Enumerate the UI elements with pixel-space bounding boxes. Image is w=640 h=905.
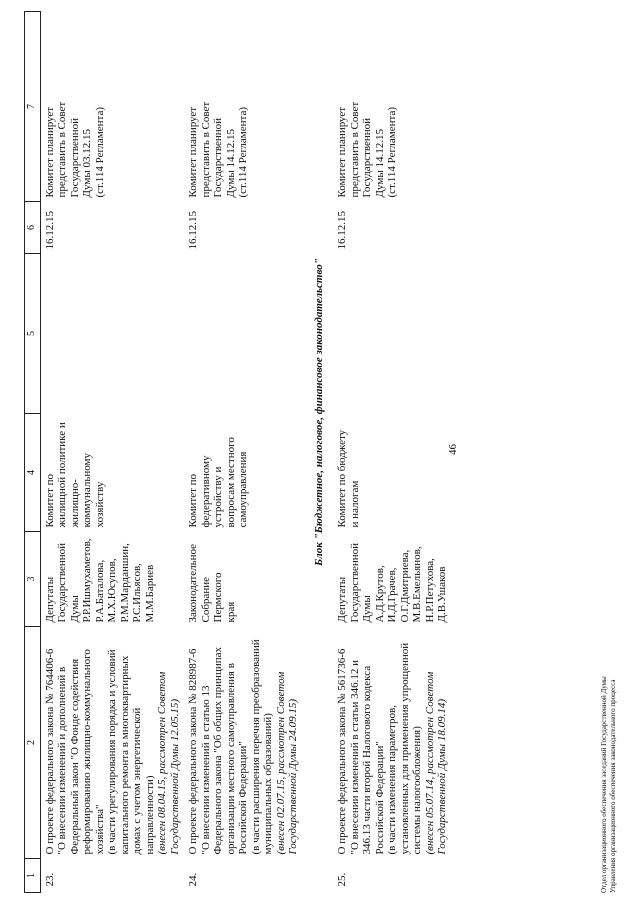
bill-authors-line: И.Д.Грачев, [386,567,398,623]
bill-note-line: Государственной Думы 24.09.15) [287,698,299,855]
block-heading-row [303,12,334,893]
column-header: 5 [25,254,41,414]
committee-plan-line: (ст.114 Регламента) [237,106,249,198]
bill-title [184,627,303,859]
committee-plan-line: Государственной [212,117,224,198]
bill-authors-line: А.Д.Крутов, [373,565,386,623]
bill-authors [40,532,184,627]
bill-title-line: реформированию жилищно-коммунального [81,649,93,855]
bill-note-line: (внесен 02.07.15, рассмотрен Советом [274,671,287,855]
committee-plan-line: Думы 14.12.15 [373,129,386,198]
bill-title-line: (в части расширения перечня преобразований [249,639,262,855]
document-footer [600,676,618,893]
review-date: 16.12.15 [43,211,56,250]
committee-plan-line: Думы 14.12.15 [224,129,237,198]
responsible-committee-line: жилищно- [68,479,81,528]
bill-title-line: 346.13 части второй Налогового кодекса [361,665,373,855]
column-header: 7 [25,12,41,202]
bill-authors-line: Депутаты [336,576,348,623]
bill-authors-line: Р.Р.Ишмухаметов, [81,538,93,623]
bill-title-line: Федерального закона "Об общих принципах [212,647,224,855]
column-5-cell [184,254,303,414]
bill-authors-line: Р.А.Баталова, [93,559,106,623]
footer-line: Управления организационного обеспечения законодательного процесса [609,679,617,893]
bill-authors-line: М.В.Емельянов, [411,546,423,623]
bill-title-line: организации местного самоуправления в [224,663,237,855]
responsible-committee-line: коммунальному [81,452,93,528]
bill-title-line: О проекте федерального закона № 764406-6 [43,648,56,855]
committee-plan-line: Комитет планирует [336,106,348,198]
bill-authors-line: Н.Р.Петухова, [423,558,436,623]
bill-title-line: "О внесении изменений в статьи 346.12 и [348,659,361,855]
page-number: 46 [447,444,459,455]
block-heading: Блок "Бюджетное, налоговое, финансовое законодательство" [312,258,325,566]
column-header: 4 [25,414,41,532]
bill-authors-line: О.Г.Дмитриева, [398,549,411,623]
bill-note-line: (внесен 08.04.15, рассмотрен Советом [156,671,168,855]
column-header: 2 [25,627,41,859]
committee-plan-line: (ст.114 Регламента) [386,106,398,198]
review-date: 16.12.15 [336,211,348,250]
responsible-committee [184,414,303,532]
bill-title-line: "О внесении изменений и дополнений в [56,666,68,855]
bill-authors-line: Р.М.Марданшин, [118,543,131,623]
bill-authors [184,532,303,627]
column-header: 1 [25,859,41,893]
column-5-cell [333,254,452,414]
bill-authors-line: Законодательное [187,543,199,623]
column-5-cell [40,254,184,414]
bill-title-line: направленности) [143,775,156,855]
bill-authors-line: Д.В.Ушаков [436,566,448,623]
bill-title-line: системы налогообложения) [411,726,423,855]
bill-title-line: капитального ремонта в многоквартирных [118,655,131,855]
committee-plan-line: представить в Совет [56,101,68,198]
responsible-committee-line: вопросам местного [224,437,237,528]
bill-authors-line: Государственной [348,542,361,623]
committee-plan-line: Государственной [361,117,373,198]
column-header: 3 [25,532,41,627]
bill-title [40,627,184,859]
committee-plan-line: представить в Совет [199,101,212,198]
committee-plan-line: Комитет планирует [187,106,199,198]
bill-authors-line: Думы [68,595,81,623]
committee-plan-line: (ст.114 Регламента) [93,106,106,198]
committee-plan-line: Думы 03.12.15 [81,129,93,198]
responsible-committee-line: самоуправления [237,451,249,528]
committee-plan-line: Комитет планирует [43,106,56,198]
agenda-table [24,11,452,893]
row-number: 24. [187,872,199,887]
bill-title-line: Федеральный закон "О Фонде содействия [68,658,81,855]
bill-note-line: Государственной Думы 18.09.14) [436,698,448,855]
bill-note-line: (внесен 05.07.14, рассмотрен Советом [423,671,436,855]
committee-plan [184,12,303,202]
bill-authors-line: М.М.Бариев [143,564,156,623]
responsible-committee [333,414,452,532]
review-date: 16.12.15 [187,211,199,250]
committee-plan [40,12,184,202]
bill-title-line: (в части урегулирования порядка и условий [106,649,118,855]
bill-authors-line: Депутаты [43,576,56,623]
bill-title-line: (в части изменения параметров, [386,705,398,855]
bill-authors-line: Р.С.Ильясов, [131,563,143,623]
responsible-committee-line: и налогам [348,480,361,528]
bill-title-line: Российской Федерации" [373,741,386,855]
responsible-committee-line: федеративному [199,455,212,528]
responsible-committee-line: хозяйству [93,481,106,528]
table-row [40,12,184,893]
table-header-row [25,12,41,893]
table-row [333,12,452,893]
bill-title-line: О проекте федерального закона № 561736-6 [336,648,348,855]
row-number: 23. [43,872,56,887]
bill-authors-line: М.Х.Юсупов, [106,558,118,623]
bill-title-line: домах с учетом энергетической [131,707,143,855]
bill-title-line: "О внесении изменений в статью 13 [199,685,212,855]
responsible-committee-line: жилищной политике и [56,422,68,528]
bill-title-line: О проекте федерального закона № 828987-6 [187,648,199,855]
responsible-committee-line: Комитет по [187,473,199,528]
bill-authors-line: Государственной [56,542,68,623]
responsible-committee-line: Комитет по [43,473,56,528]
footer-line: Отдел организационного обеспечения заседаний Государственной Думы [600,676,608,893]
committee-plan-line: Государственной [68,117,81,198]
bill-authors-line: Собрание Пермского [199,572,224,623]
committee-plan [333,12,452,202]
responsible-committee-line: Комитет по бюджету [336,429,348,528]
bill-authors-line: края [224,601,237,623]
bill-title-line: Российской Федерации" [237,741,249,855]
column-header: 6 [25,202,41,254]
bill-authors [333,532,452,627]
responsible-committee [40,414,184,532]
row-number: 25. [336,872,348,887]
committee-plan-line: представить в Совет [348,101,361,198]
bill-authors-line: Думы [361,595,373,623]
table-row [184,12,303,893]
bill-title-line: муниципальных образований) [262,713,274,855]
bill-title-line: хозяйства" [93,804,106,855]
responsible-committee-line: устройству и [212,466,224,528]
bill-note-line: Государственной Думы 12.05.15) [168,698,181,855]
bill-title [333,627,452,859]
bill-title-line: установленных для применения упрощенной [398,642,411,855]
